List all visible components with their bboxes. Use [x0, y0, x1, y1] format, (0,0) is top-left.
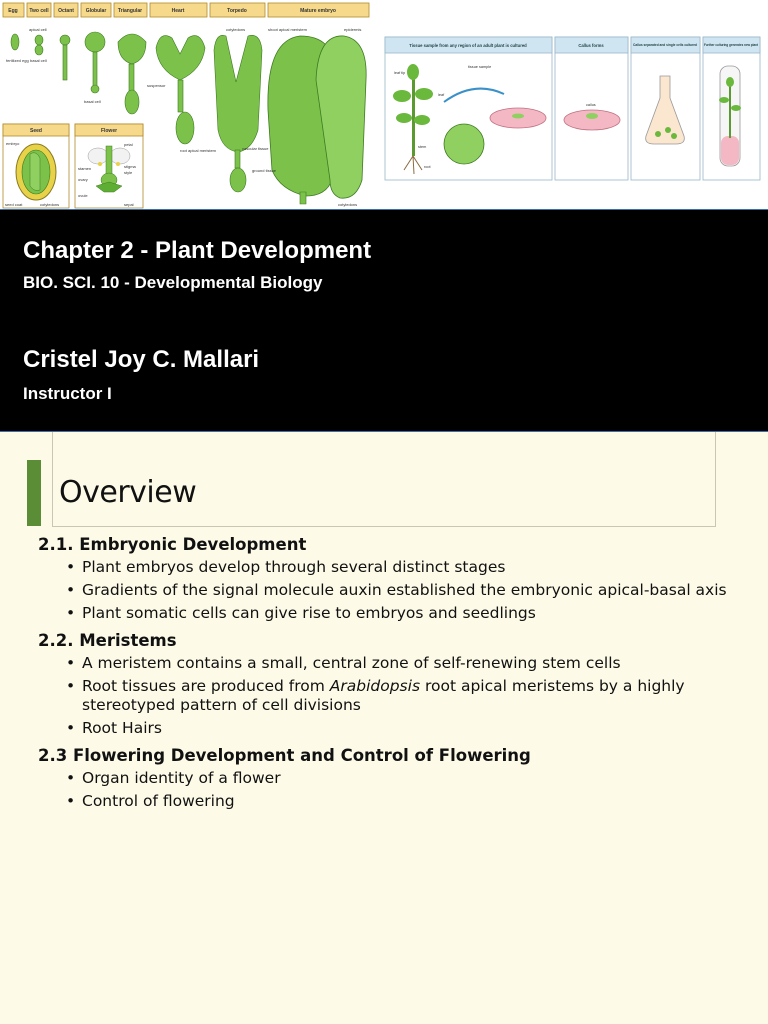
globular-stage-drawing: [85, 32, 105, 93]
figure-label: stamen: [78, 166, 92, 171]
figure-label: apical cell: [29, 27, 47, 32]
stage-label: Globular: [85, 8, 107, 14]
mature-embryo-drawing: [268, 36, 366, 204]
octant-stage-drawing: [60, 35, 70, 80]
section-list: [38, 654, 738, 738]
figure-label: petal: [124, 142, 133, 147]
section-list: [38, 769, 738, 811]
heart-stage-drawing: [156, 36, 205, 144]
list-item-italic-text: Arabidopsis: [329, 677, 421, 695]
figure-label: vascular tissue: [242, 146, 269, 151]
list-item: • Organ identity of a flower: [66, 769, 738, 788]
figure-label: ground tissue: [252, 168, 277, 173]
list-item: • Plant somatic cells can give rise to embryos and seedlings: [66, 604, 738, 623]
section-heading: 2.3 Flowering Development and Control of Flowering: [38, 746, 531, 765]
course-title: BIO. SCI. 10 - Developmental Biology: [23, 273, 323, 292]
figure-label: leaf tip: [394, 71, 406, 75]
section-list: [38, 558, 738, 623]
triangular-stage-drawing: [118, 34, 146, 114]
flower-panel: [75, 124, 143, 208]
figure-label: cotyledons: [338, 202, 358, 207]
chapter-title: Chapter 2 - Plant Development: [23, 237, 372, 264]
overview-title: Overview: [59, 475, 197, 510]
title-band: [0, 209, 768, 432]
tissue-step-title: Tissue sample from any region of an adult plant is cultured: [409, 43, 527, 48]
figure-label: cotyledons: [226, 27, 246, 32]
flower-panel-title: Flower: [100, 128, 118, 134]
figure-label: root apical meristem: [180, 148, 217, 153]
overview-outline: [38, 534, 738, 818]
tissue-step-title: Callus separated and single cells cultured: [633, 42, 698, 47]
list-item: • Root Hairs: [66, 719, 738, 738]
stage-label: Heart: [171, 8, 185, 14]
tissue-culture-panels: [385, 37, 760, 180]
stage-label: Mature embryo: [300, 8, 336, 14]
figure-label: fertilized egg: [6, 58, 29, 63]
stage-label: Two cell: [29, 8, 49, 14]
figure-label: ovule: [78, 193, 88, 198]
stage-label: Torpedo: [227, 8, 247, 14]
tissue-culture-figure: [384, 36, 762, 182]
figure-label: style: [124, 170, 133, 175]
stage-label: Octant: [58, 8, 74, 14]
culture-tube: [719, 66, 741, 166]
stage-label: Egg: [8, 8, 18, 14]
figure-label: stem: [418, 145, 427, 149]
tissue-step-title: Callus forms: [578, 43, 604, 48]
instructor-role: Instructor I: [23, 384, 112, 403]
figure-label: leaf: [438, 93, 445, 97]
stage-label: Triangular: [117, 8, 143, 14]
figure-label: stigma: [124, 164, 136, 169]
seed-panel-title: Seed: [30, 128, 42, 134]
figure-label: seed coat: [5, 202, 23, 207]
figure-label: epidermis: [344, 27, 362, 32]
list-item-text: Root tissues are produced from: [82, 677, 330, 695]
list-item: • A meristem contains a small, central zone of self-renewing stem cells: [66, 654, 738, 673]
list-item: • Control of flowering: [66, 792, 738, 811]
embryo-development-figure: [0, 0, 372, 209]
figure-label: cotyledons: [40, 202, 60, 207]
figure-label: suspensor: [147, 83, 166, 88]
figure-label: ovary: [78, 177, 88, 182]
seed-panel: [3, 124, 69, 208]
figure-label: callus: [586, 103, 596, 107]
figure-label: basal cell: [30, 58, 47, 63]
two-cell-stage-drawing: [35, 35, 43, 55]
figure-label: embryo: [6, 141, 20, 146]
section-heading: 2.1. Embryonic Development: [38, 535, 307, 554]
list-item: [66, 677, 738, 715]
figure-label: basal cell: [84, 99, 101, 104]
list-item-text: root apical meristems by a highly stereotyped pattern of cell divisions: [82, 677, 685, 714]
instructor-name: Cristel Joy C. Mallari: [23, 346, 260, 373]
figure-strip: [0, 0, 768, 209]
tissue-step-title: Further culturing generates new plant: [704, 42, 759, 47]
overview-accent-bar: [27, 460, 41, 526]
figure-label: sepal: [124, 202, 134, 207]
section-heading: 2.2. Meristems: [38, 631, 177, 650]
leaf-cells-closeup: [444, 124, 484, 164]
figure-label: root: [424, 165, 431, 169]
egg-stage-drawing: [11, 34, 19, 50]
list-item: • Plant embryos develop through several distinct stages: [66, 558, 738, 577]
figure-label: tissue sample: [468, 65, 492, 69]
figure-label: shoot apical meristem: [268, 27, 307, 32]
list-item: • Gradients of the signal molecule auxin established the embryonic apical-basal axis: [66, 581, 738, 600]
